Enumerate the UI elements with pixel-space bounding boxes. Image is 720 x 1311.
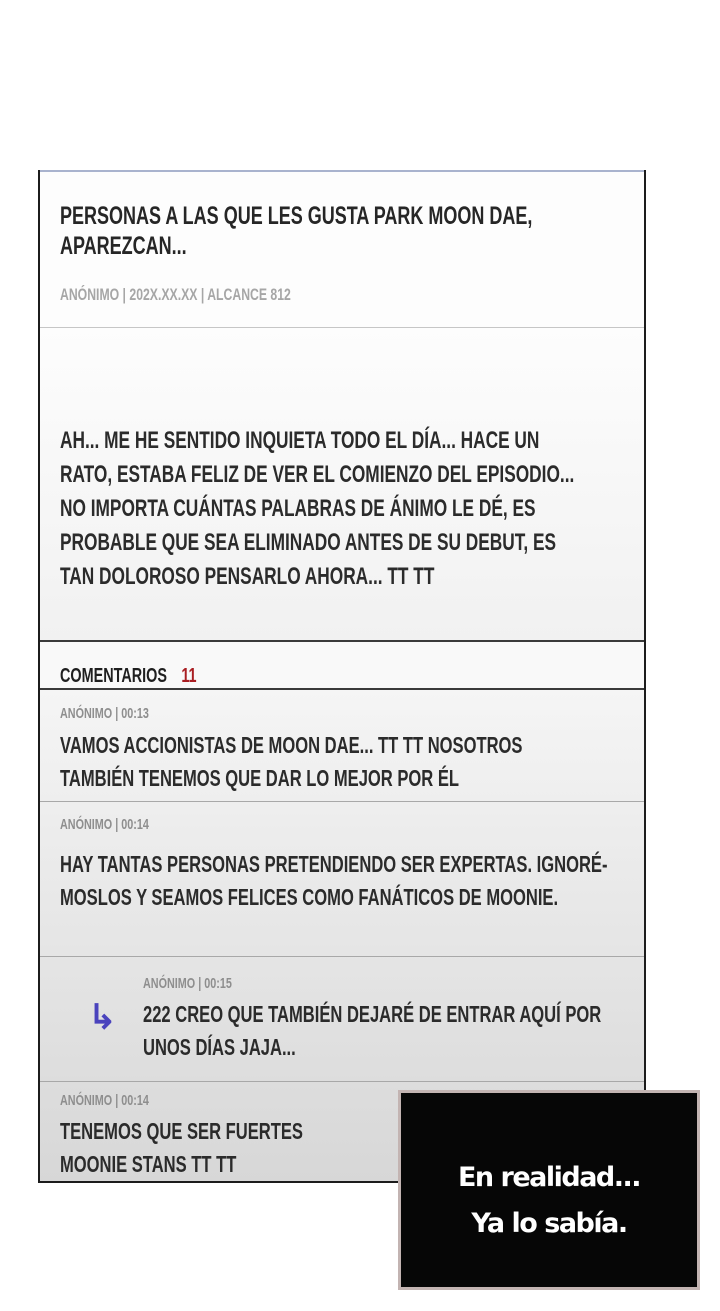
reply-arrow-icon: ↳: [88, 998, 117, 1037]
comment-text: VAMOS ACCIONISTAS DE MOON DAE... TT TT NOSOTROS TAMBIÉN TENEMOS QUE DAR LO MEJOR POR ÉL: [60, 732, 523, 791]
post-body: [40, 328, 644, 640]
comment-content: [60, 704, 624, 795]
comment-content: [143, 974, 624, 1064]
comment-row: [40, 690, 644, 801]
post-head: [40, 172, 644, 328]
comment-text: TENEMOS QUE SER FUERTES MOONIE STANS TT TT: [60, 1118, 303, 1177]
speech-bubble-text: En realidad... Ya lo sabía.: [457, 1162, 641, 1239]
forum-post-card: [38, 170, 646, 1183]
speech-bubble: [398, 1090, 700, 1290]
comment-content: [60, 815, 624, 914]
comments-header: [40, 640, 644, 690]
comment-row: [40, 956, 644, 1081]
comment-meta: ANÓNIMO | 00:13: [60, 705, 149, 722]
comment-text: 222 CREO QUE TAMBIÉN DEJARÉ DE ENTRAR AQUÍ POR UNOS DÍAS JAJA...: [143, 1001, 602, 1060]
post-meta: ANÓNIMO | 202X.XX.XX | ALCANCE 812: [60, 285, 291, 304]
comment-row: [40, 801, 644, 956]
comment-text: HAY TANTAS PERSONAS PRETENDIENDO SER EXPERTAS. IGNORÉ- MOSLOS Y SEAMOS FELICES COMO FANÁTICOS DE MOONIE.: [60, 851, 608, 910]
comments-header-inner: [60, 642, 466, 688]
comment-meta: ANÓNIMO | 00:14: [60, 1092, 149, 1109]
comments-label: COMENTARIOS: [60, 665, 167, 687]
comments-count: 11: [181, 665, 197, 687]
comment-meta: ANÓNIMO | 00:14: [60, 816, 149, 833]
comment-meta: ANÓNIMO | 00:15: [143, 975, 232, 992]
post-title: PERSONAS A LAS QUE LES GUSTA PARK MOON DAE, APAREZCAN...: [60, 202, 533, 260]
post-body-text: AH... ME HE SENTIDO INQUIETA TODO EL DÍA... HACE UN RATO, ESTABA FELIZ DE VER EL COMIENZO DEL EPISODIO... NO IMPORTA CUÁNTAS PALABRAS DE ÁNIMO LE DÉ, ES PROBABLE QUE SEA ELIMINADO ANTES DE SU DEBUT, ES TAN DOLOROSO PENSARLO AHORA... TT TT: [60, 427, 575, 590]
